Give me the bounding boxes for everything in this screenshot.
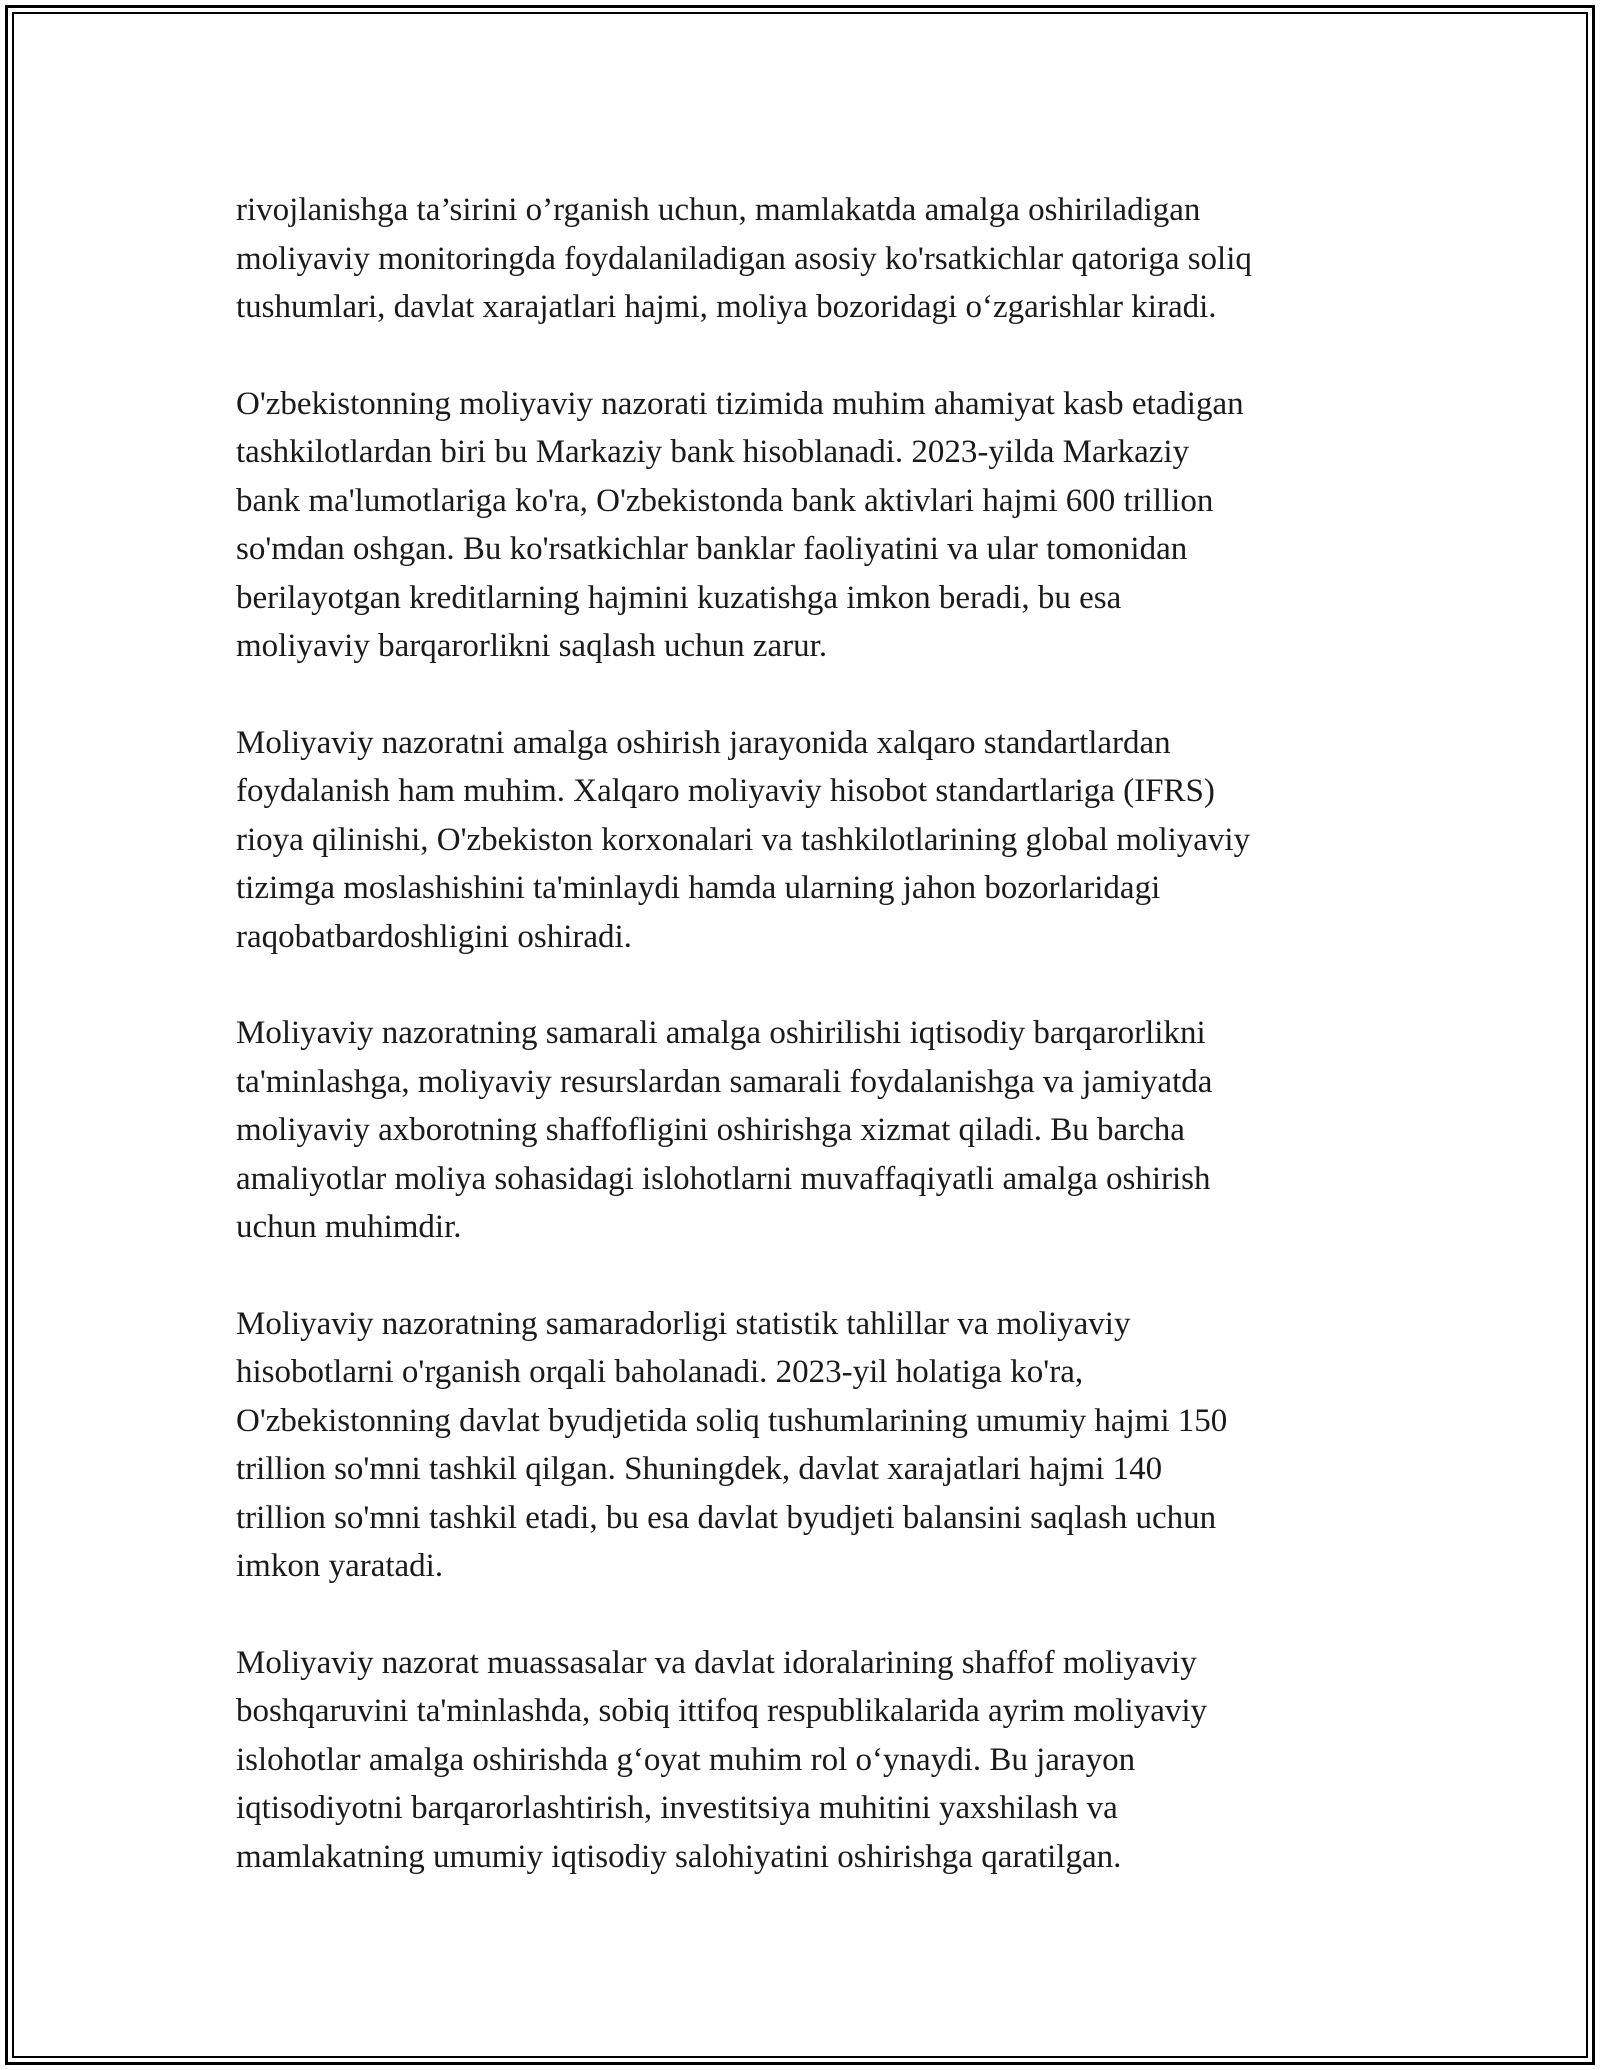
paragraph-5: Moliyaviy nazoratning samaradorligi statistik tahlillar va moliyaviy hisobotlarni o'rganish orqali baholanadi. 2023-yil holatiga ko'ra, O'zbekistonning davlat byudjetida soliq tushumlarining umumiy hajmi 150 trillion so'mni tashkil qilgan. Shuningdek, davlat xarajatlari hajmi 140 trillion so'mni tashkil etadi, bu esa davlat byudjeti balansini saqlash uchun imkon yaratadi. — [236, 1305, 1228, 1584]
paragraph-1: rivojlanishga ta’sirini o’rganish uchun, mamlakatda amalga oshiriladigan moliyaviy monitoringda foydalaniladigan asosiy ko'rsatkichlar qatoriga soliq tushumlari, davlat xarajatlari hajmi, moliya bozoridagi o‘zgarishlar kiradi. — [236, 192, 1252, 325]
paragraph-6: Moliyaviy nazorat muassasalar va davlat idoralarining shaffof moliyaviy boshqaruvini ta'minlashda, sobiq ittifoq respublikalarida ayrim moliyaviy islohotlar amalga oshirishda g‘oyat muhim rol o‘ynaydi. Bu jarayon iqtisodiyotni barqarorlashtirish, investitsiya muhitini yaxshilash va mamlakatning umumiy iqtisodiy salohiyatini oshirishga qaratilgan. — [236, 1644, 1208, 1875]
paragraph-4: Moliyaviy nazoratning samarali amalga oshirilishi iqtisodiy barqarorlikni ta'minlashga, moliyaviy resurslardan samarali foydalanishga va jamiyatda moliyaviy axborotning shaffofligini oshirishga xizmat qiladi. Bu barcha amaliyotlar moliya sohasidagi islohotlarni muvaffaqiyatli amalga oshirish uchun muhimdir. — [236, 1015, 1213, 1245]
paragraph-3: Moliyaviy nazoratni amalga oshirish jarayonida xalqaro standartlardan foydalanish ham muhim. Xalqaro moliyaviy hisobot standartlariga (IFRS) rioya qilinishi, O'zbekiston korxonalari va tashkilotlarining global moliyaviy tizimga moslashishini ta'minlaydi hamda ularning jahon bozorlaridagi raqobatbardoshligini oshiradi. — [236, 724, 1251, 955]
document-body — [236, 186, 1386, 1929]
paragraph-2: O'zbekistonning moliyaviy nazorati tizimida muhim ahamiyat kasb etadigan tashkilotlardan biri bu Markaziy bank hisoblanadi. 2023-yilda Markaziy bank ma'lumotlariga ko'ra, O'zbekistonda bank aktivlari hajmi 600 trillion so'mdan oshgan. Bu ko'rsatkichlar banklar faoliyatini va ular tomonidan berilayotgan kreditlarning hajmini kuzatishga imkon beradi, bu esa moliyaviy barqarorlikni saqlash uchun zarur. — [236, 385, 1244, 664]
